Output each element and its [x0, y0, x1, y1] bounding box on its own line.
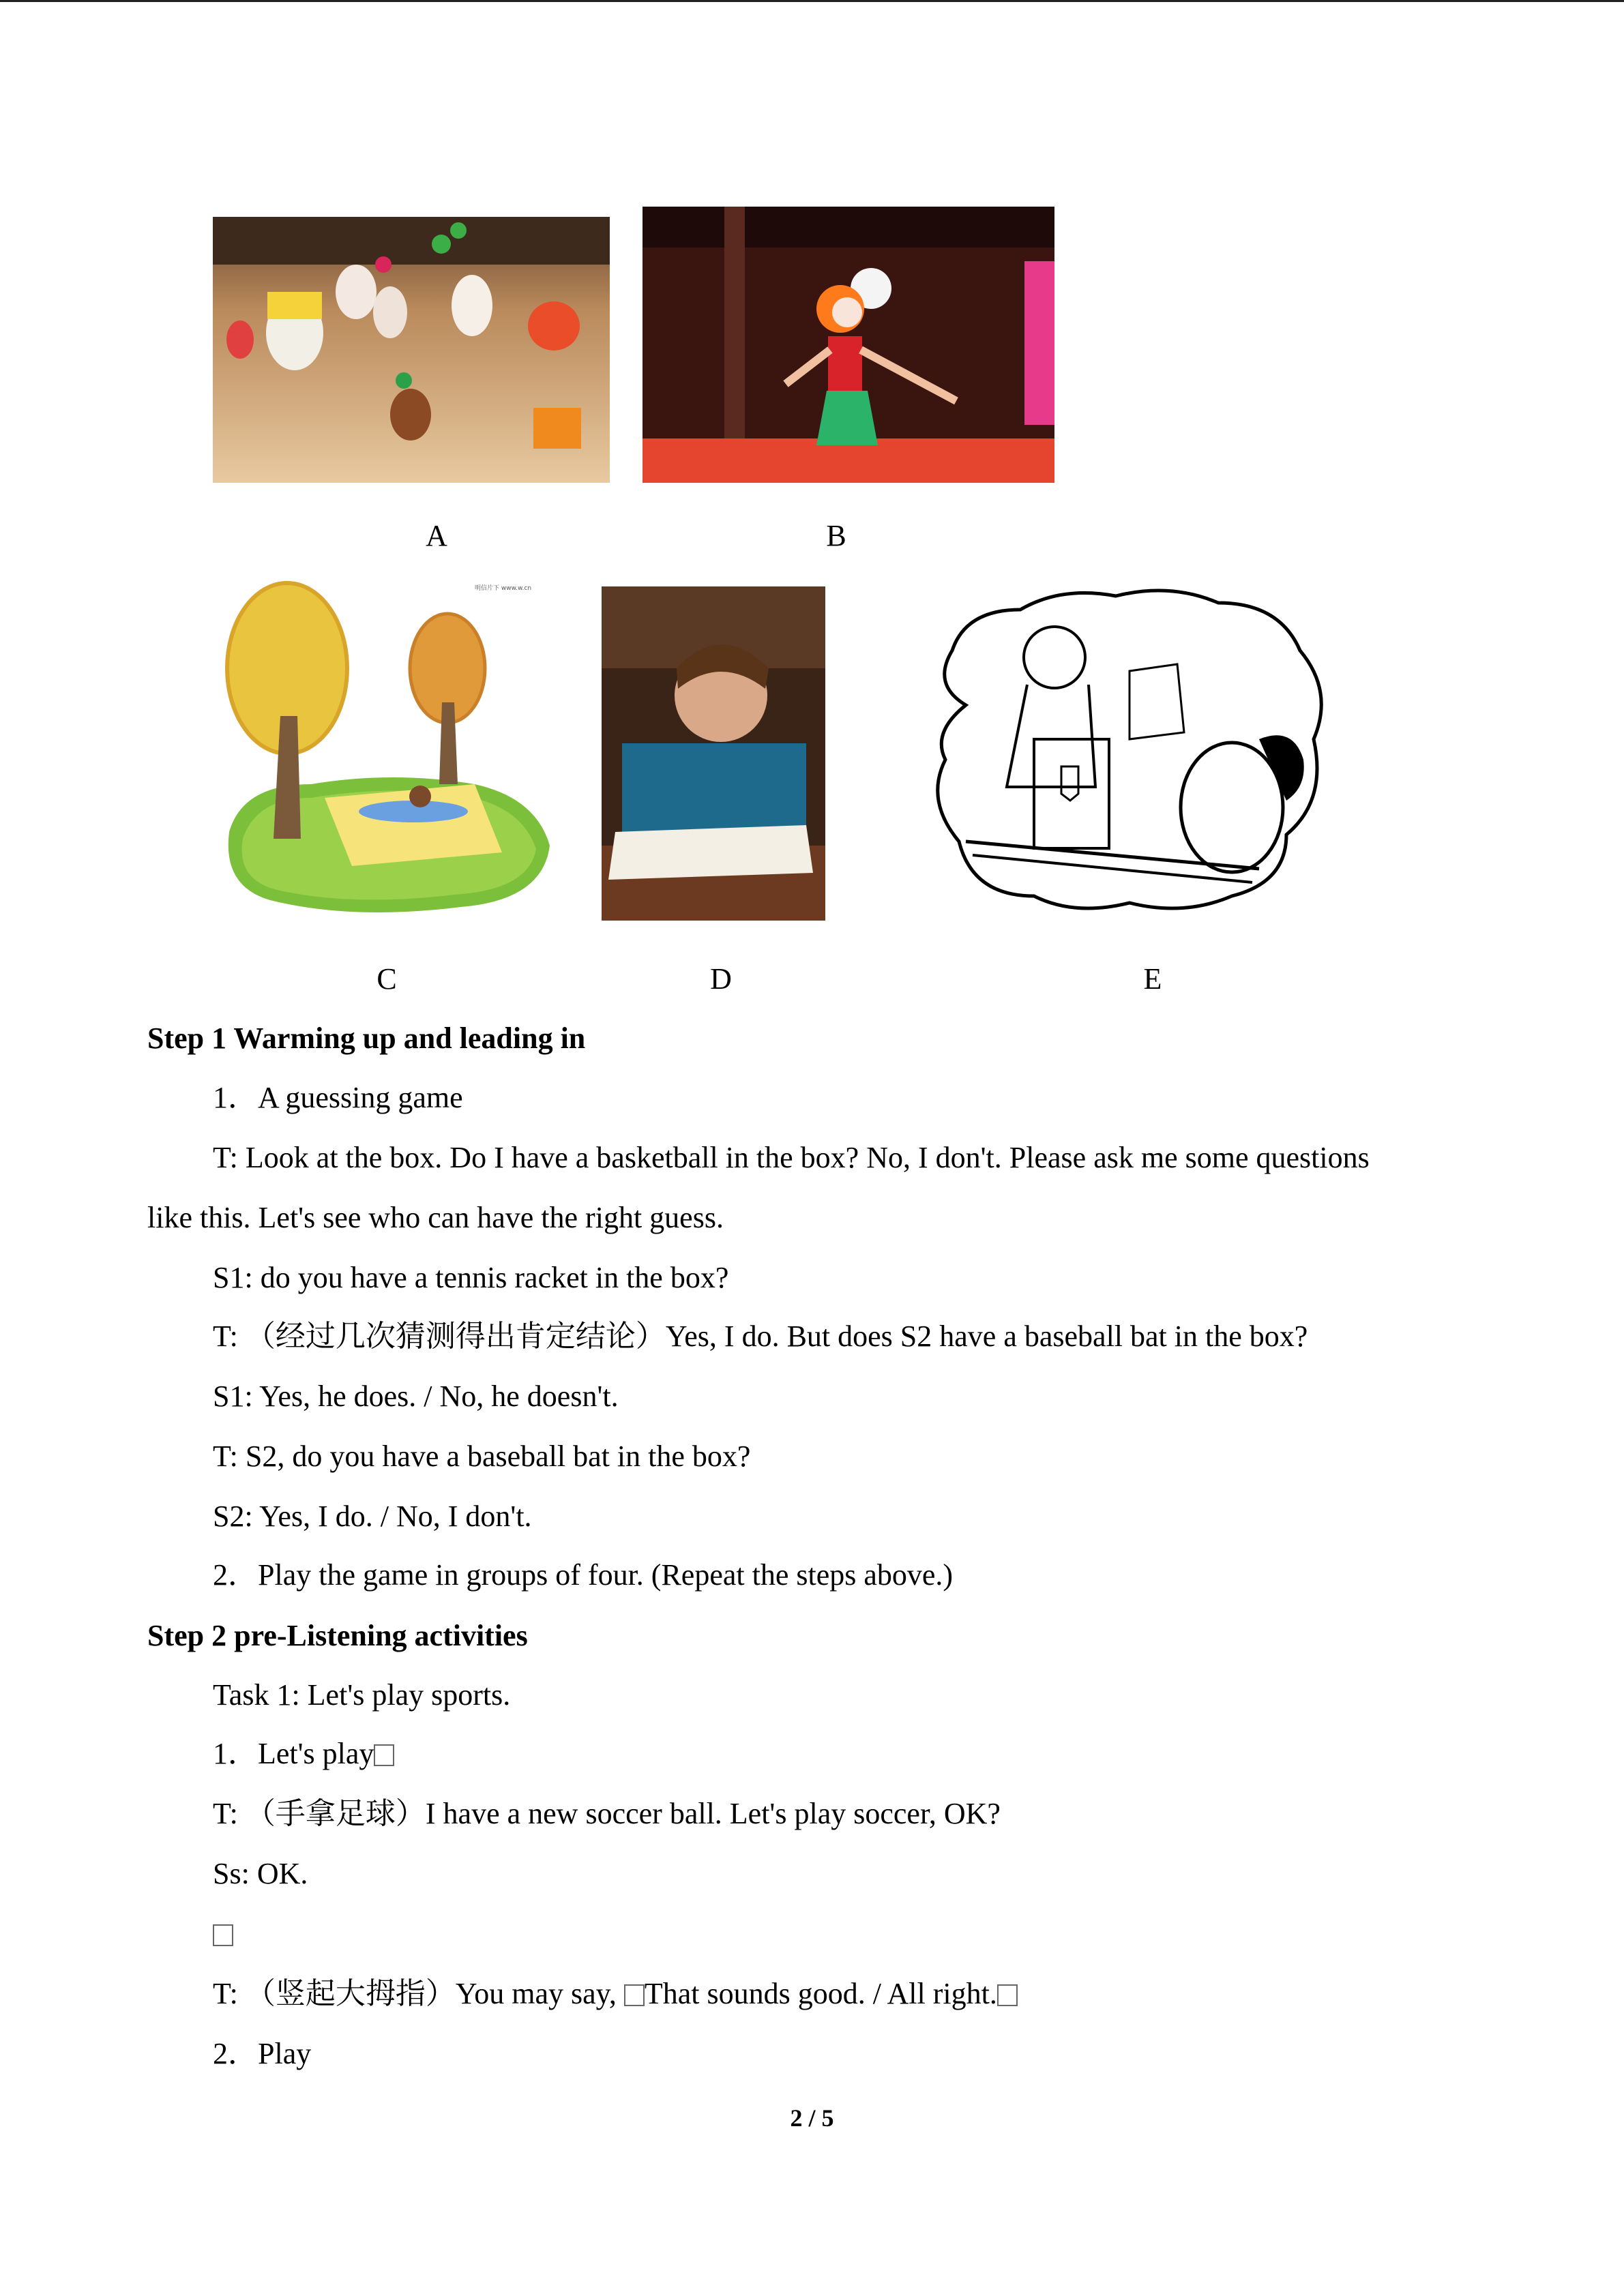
step1-item1: 1．A guessing game	[213, 1081, 463, 1114]
figure-d-image	[602, 586, 825, 921]
step2-item1: 1．Let's play	[213, 1737, 374, 1770]
figure-b-image	[643, 207, 1054, 483]
step1-heading: Step 1 Warming up and leading in	[147, 1022, 586, 1055]
step1-teacher-line3: T: S2, do you have a baseball bat in the box?	[213, 1440, 751, 1473]
figure-c-image	[216, 580, 557, 921]
step2-teacher-line2-b: That sounds good. / All right.	[644, 1977, 997, 2010]
step2-item1-line	[213, 1736, 394, 1772]
figure-b-caption: B	[826, 519, 846, 552]
step2-teacher-line1: T: （手拿足球）I have a new soccer ball. Let's play soccer, OK?	[213, 1797, 1001, 1830]
figure-a-image	[213, 217, 610, 483]
step1-student1-question: S1: do you have a tennis racket in the box?	[213, 1261, 729, 1294]
step1-student2-answer: S2: Yes, I do. / No, I don't.	[213, 1500, 532, 1533]
page-top-border	[0, 0, 1624, 2]
step1-teacher-line1a: T: Look at the box. Do I have a basketball in the box? No, I don't. Please ask me some questions	[213, 1141, 1370, 1174]
step2-blank-line	[213, 1916, 233, 1952]
figure-c-caption: C	[377, 962, 397, 996]
figure-e-image	[925, 582, 1335, 918]
step1-teacher-line2: T: （经过几次猜测得出肯定结论）Yes, I do. But does S2 have a baseball bat in the box?	[213, 1320, 1308, 1353]
missing-glyph-box	[997, 1984, 1018, 2006]
step2-students-reply: Ss: OK.	[213, 1857, 308, 1890]
missing-glyph-box	[624, 1984, 645, 2006]
figure-d-caption: D	[710, 962, 732, 996]
page-number: 2 / 5	[790, 2104, 834, 2132]
step2-task1: Task 1: Let's play sports.	[213, 1678, 511, 1712]
step2-item2: 2．Play	[213, 2037, 312, 2070]
step2-teacher-line2-a: T: （竖起大拇指）You may say,	[213, 1977, 617, 2010]
step1-item2: 2．Play the game in groups of four. (Repeat the steps above.)	[213, 1558, 954, 1592]
missing-glyph-box	[213, 1924, 233, 1946]
figure-c-watermark: 明信片下 www.w.cn	[475, 585, 532, 592]
missing-glyph-box	[374, 1744, 394, 1766]
step2-heading: Step 2 pre-Listening activities	[147, 1619, 528, 1652]
figure-a-caption: A	[426, 519, 447, 552]
step1-teacher-line1b: like this. Let's see who can have the right guess.	[147, 1201, 724, 1234]
figure-e-caption: E	[1143, 962, 1162, 996]
step1-student1-answer: S1: Yes, he does. / No, he doesn't.	[213, 1380, 619, 1413]
step2-teacher-line2	[213, 1976, 1018, 2012]
